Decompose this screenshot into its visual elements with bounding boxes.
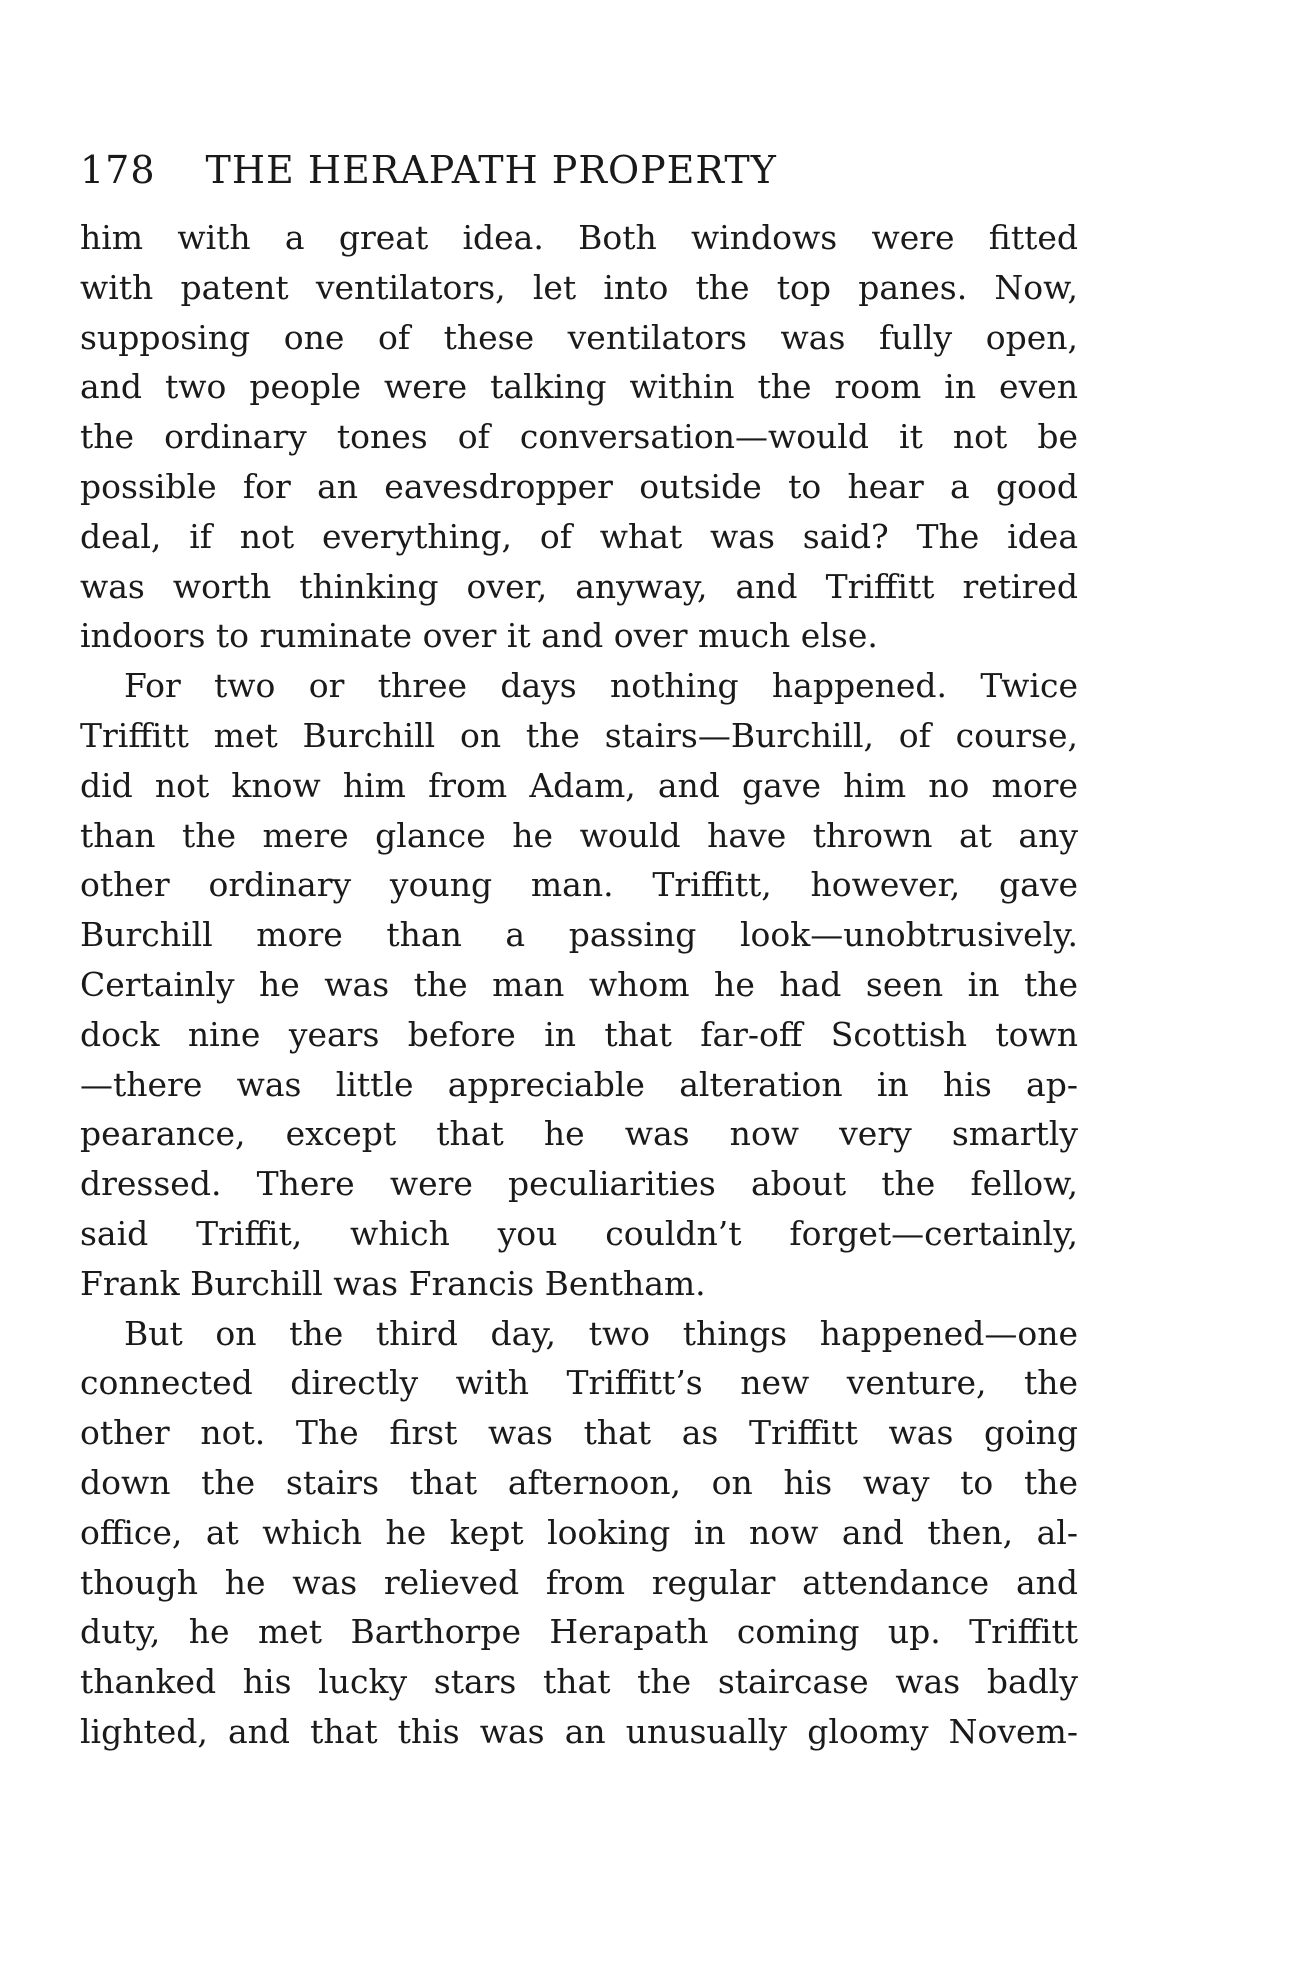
text-line: —there was little appreciable alteration in his ap- <box>80 1064 1078 1104</box>
text-line: other ordinary young man. Triffitt, however, gave <box>80 865 1078 905</box>
text-line: did not know him from Adam, and gave him no more <box>80 765 1078 805</box>
text-line: dock nine years before in that far-off Scottish town <box>80 1014 1078 1054</box>
text-line: For two or three days nothing happened. Twice <box>124 666 1078 706</box>
text-line: pearance, except that he was now very smartly <box>80 1114 1078 1154</box>
text-line: and two people were talking within the room in even <box>80 367 1078 407</box>
text-line: thanked his lucky stars that the staircase was badly <box>80 1662 1078 1702</box>
paragraph-1 <box>80 213 1078 661</box>
text-line: than the mere glance he would have thrown at any <box>80 815 1078 855</box>
running-header <box>80 148 1080 192</box>
paragraph-3 <box>80 1309 1078 1757</box>
text-line: the ordinary tones of conversation—would it not be <box>80 417 1078 457</box>
text-line: Certainly he was the man whom he had seen in the <box>80 964 1078 1004</box>
text-line: office, at which he kept looking in now and then, al- <box>80 1512 1078 1552</box>
text-line: duty, he met Barthorpe Herapath coming up. Triffitt <box>80 1612 1078 1652</box>
text-line: Triffitt met Burchill on the stairs—Burchill, of course, <box>80 715 1078 755</box>
text-line: deal, if not everything, of what was said? The idea <box>80 516 1078 556</box>
text-line: down the stairs that afternoon, on his way to the <box>80 1462 1078 1502</box>
text-line: indoors to ruminate over it and over much else. <box>80 616 878 656</box>
text-line: Frank Burchill was Francis Bentham. <box>80 1263 706 1303</box>
page-number: 178 <box>80 148 156 192</box>
text-line: him with a great idea. Both windows were fitted <box>80 218 1078 257</box>
text-line: But on the third day, two things happened—one <box>124 1313 1078 1353</box>
text-line: with patent ventilators, let into the top panes. Now, <box>80 267 1078 307</box>
text-line: said Triffit, which you couldn’t forget—certainly, <box>80 1213 1078 1253</box>
paragraph-2 <box>80 661 1078 1308</box>
text-line: other not. The first was that as Triffitt was going <box>80 1413 1078 1453</box>
text-line: supposing one of these ventilators was fully open, <box>80 317 1078 357</box>
text-line: Burchill more than a passing look—unobtrusively. <box>80 915 1078 955</box>
text-line: though he was relieved from regular attendance and <box>80 1562 1078 1602</box>
running-title: THE HERAPATH PROPERTY <box>205 148 777 192</box>
text-line: dressed. There were peculiarities about the fellow, <box>80 1164 1078 1204</box>
body-text <box>80 213 1078 1757</box>
text-line: possible for an eavesdropper outside to hear a good <box>80 466 1078 506</box>
text-line: was worth thinking over, anyway, and Triffitt retired <box>80 566 1078 606</box>
text-line: lighted, and that this was an unusually gloomy Novem- <box>80 1711 1078 1751</box>
text-line: connected directly with Triffitt’s new venture, the <box>80 1363 1078 1403</box>
